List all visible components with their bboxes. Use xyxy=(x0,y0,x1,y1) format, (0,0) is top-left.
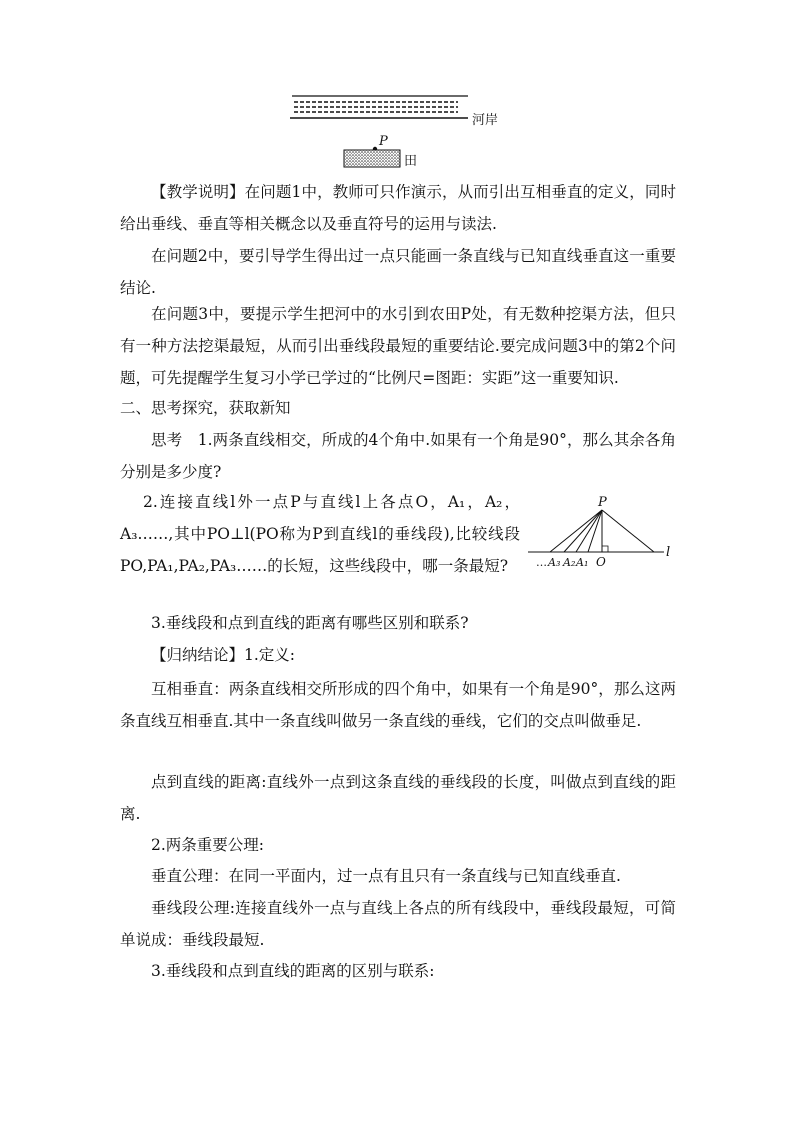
axiom-perpendicular-segment: 垂线段公理:连接直线外一点与直线上各点的所有线段中，垂线段最短，可简单说成：垂线段最短. xyxy=(120,899,676,949)
teaching-note-2: 在问题2中，要引导学生得出过一点只能画一条直线与已知直线垂直这一重要结论. xyxy=(120,247,676,297)
teaching-note-1: 【教学说明】在问题1中，教师可只作演示，从而引出互相垂直的定义，同时给出垂线、垂直等相关概念以及垂直符号的运用与读法. xyxy=(120,183,676,233)
ellipsis-label: … xyxy=(536,556,547,569)
line-l-label: l xyxy=(666,545,671,560)
farm-field-rect xyxy=(344,150,400,167)
definition-perpendicular: 互相垂直：两条直线相交所形成的四个角中，如果有一个角是90°，那么这两条直线互相垂直.其中一条直线叫做另一条直线的垂线，它们的交点叫做垂足. xyxy=(120,680,676,730)
foot-o-label: O xyxy=(596,555,606,569)
river-bank-label: 河岸 xyxy=(472,113,499,128)
definition-distance: 点到直线的距离:直线外一点到这条直线的垂线段的长度，叫做点到直线的距离. xyxy=(120,773,676,823)
a3-label: A₃ xyxy=(548,556,561,569)
axiom-perpendicular: 垂直公理：在同一平面内，过一点有且只有一条直线与已知直线垂直. xyxy=(151,867,621,885)
think-question-1: 思考 1.两条直线相交，所成的4个角中.如果有一个角是90°，那么其余各角分别是多少度? xyxy=(120,431,676,481)
river-field-figure xyxy=(280,88,520,172)
point-p-label: P xyxy=(379,134,388,149)
think-question-3: 3.垂线段和点到直线的距离有哪些区别和联系? xyxy=(151,614,469,632)
perpendicular-segments-figure xyxy=(526,494,682,574)
section-2-heading: 二、思考探究，获取新知 xyxy=(120,399,291,417)
a2-label: A₂ xyxy=(563,556,576,569)
think-question-2: 2.连接直线l外一点P与直线l上各点O，A₁，A₂，A₃……,其中PO⊥l(PO称为P到直线l的垂线段),比较线段PO,PA₁,PA₂,PA₃……的长短，这些线段中，哪一条最短? xyxy=(120,493,520,575)
field-label: 田 xyxy=(404,154,418,169)
a1-label: A₁ xyxy=(576,556,589,569)
teaching-note-3: 在问题3中，要提示学生把河中的水引到农田P处，有无数种挖渠方法，但只有一种方法挖渠最短，从而引出垂线段最短的重要结论.要完成问题3中的第2个问题，可先提醒学生复习小学已学过的“比例尺=图距：实距”这一重要知识. xyxy=(120,305,676,387)
conclusion-heading: 【归纳结论】1.定义: xyxy=(151,646,296,664)
difference-heading: 3.垂线段和点到直线的距离的区别与联系: xyxy=(151,962,435,980)
axioms-heading: 2.两条重要公理: xyxy=(151,836,265,854)
figure-point-p-label: P xyxy=(598,495,607,510)
